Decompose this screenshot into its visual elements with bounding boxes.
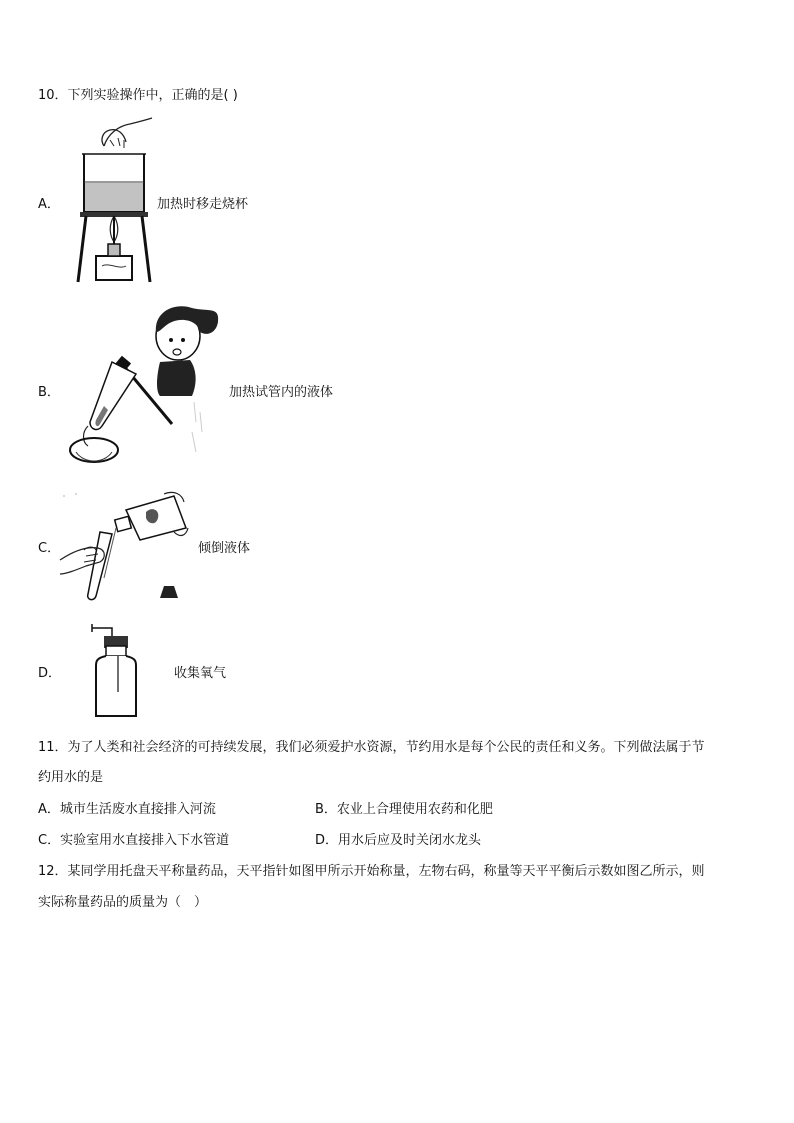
gas-collecting-bottle-illustration [90, 622, 142, 720]
q10-option-b-figure [64, 302, 228, 474]
q10-stem: 10．下列实验操作中，正确的是( ) [38, 88, 238, 103]
q12-stem-line1: 12．某同学用托盘天平称量药品，天平指针如图甲所示开始称量，左物右码，称量等天平平衡后示数如图乙所示，则 [38, 864, 705, 879]
girl-heating-test-tube-illustration [64, 302, 228, 474]
q10-option-c-caption: 倾倒液体 [198, 541, 251, 556]
q10-option-a-figure [74, 116, 158, 286]
q10-option-b-letter: B． [38, 385, 60, 400]
q11-stem-line2: 约用水的是 [38, 770, 104, 785]
q11-option-a: A．城市生活废水直接排入河流 [38, 802, 216, 817]
q10-option-d-letter: D． [38, 666, 62, 681]
q11-option-d: D．用水后应及时关闭水龙头 [315, 833, 482, 848]
q10-option-a-caption: 加热时移走烧杯 [157, 197, 249, 212]
pouring-liquid-illustration [56, 488, 196, 604]
q10-option-c-figure [56, 488, 196, 604]
q10-option-c-letter: C． [38, 541, 61, 556]
q10-option-a-letter: A． [38, 197, 60, 212]
q10-option-d-caption: 收集氧气 [174, 666, 227, 681]
q12-stem-line2: 实际称量药品的质量为（ ） [38, 895, 208, 910]
q11-stem-line1: 11．为了人类和社会经济的可持续发展，我们必须爱护水资源，节约用水是每个公民的责任和义务。下列做法属于节 [38, 740, 705, 755]
q10-option-b-caption: 加热试管内的液体 [229, 385, 334, 400]
q10-option-d-figure [90, 622, 142, 720]
beaker-on-tripod-illustration [74, 116, 158, 286]
q11-option-b: B．农业上合理使用农药和化肥 [315, 802, 493, 817]
q11-option-c: C．实验室用水直接排入下水管道 [38, 833, 230, 848]
